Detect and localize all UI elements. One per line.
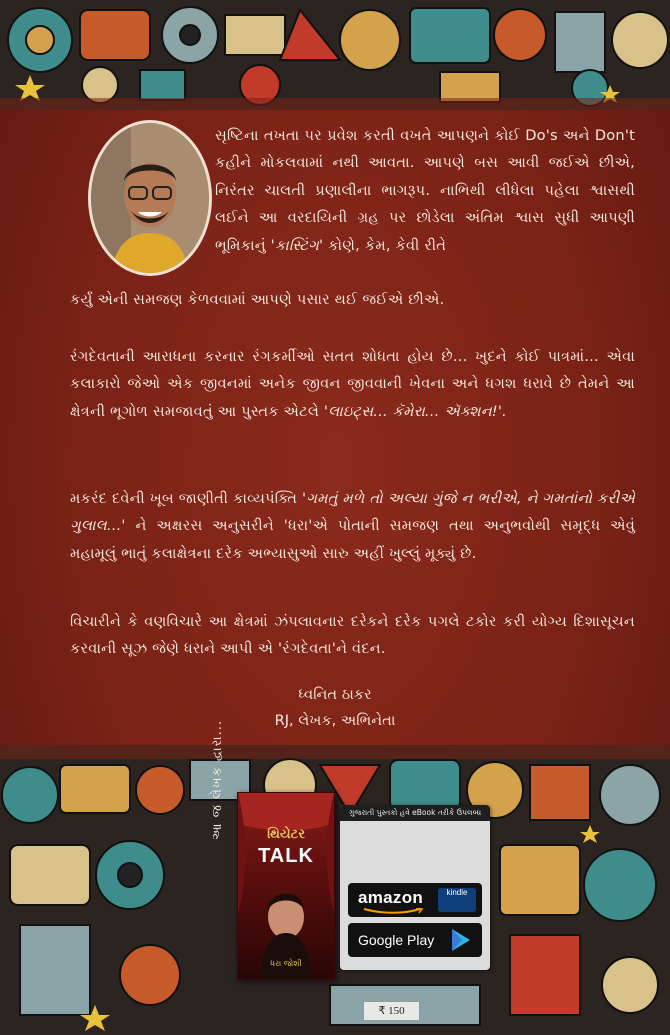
ebook-note: ગુજરાતી પુસ્તકો હવે eBook તરીકે ઉપલબ્ધ: [340, 805, 490, 821]
signature-block: [0, 682, 670, 734]
amazon-kindle-button[interactable]: [348, 883, 482, 917]
book-title-mention: 'લાઇટ્સ... કૅમેરા... ઍક્શન!'.: [323, 402, 507, 420]
poem-quote: 'ગમતું મળે તો અલ્યા ગુંજે ન ભરીએ, ને ગમતાંનો કરીએ ગુલાલ...': [70, 490, 635, 535]
description-text: રંગદેવતાની આરાધના કરનાર રંગકર્મીઓ સતત શોધતા હોય છે... ખુદને કોઈ પાત્રમાં... એવા કલાકારો જેઓ એક જીવનમાં અનેક જીવન જીવવાની ખેવના અને ધગશ ધરાવે છે તેમને આ ક્ષેત્રની ભૂગોળ સમજાવતું આ પુસ્તક એટલે: [70, 348, 635, 420]
kindle-label: kindle: [446, 888, 468, 897]
poem-quote-paragraph: [70, 485, 635, 567]
intro-paragraph-end: કોણે, કેમ, કેવી રીતે: [328, 236, 447, 254]
author-photo: [88, 120, 212, 276]
signature-name: ધ્વનિત ઠાકર: [298, 686, 372, 703]
top-doodle-border: [0, 0, 670, 110]
book-author-name: ધરા જોશી: [270, 959, 302, 968]
kindle-badge: [438, 888, 476, 912]
book-title-english: TALK: [258, 845, 314, 867]
intro-paragraph-text: સૃષ્ટિના તખતા પર પ્રવેશ કરતી વખતે આપણને કોઈ Do's અને Don't કહીને મોકલવામાં નથી આવતા. આપણે બસ આવી જઈએ છીએ, નિરંતર ચાલતી પ્રણાલીના ભાગરૂપ. નાભિથી લીધેલા પહેલા શ્વાસથી લઈને આ વરદાયિની ગ્રહ પર છોડેલા અંતિમ શ્વાસ સુધી આપણી ભૂમિકાનું: [215, 127, 635, 254]
google-play-button[interactable]: [348, 923, 482, 957]
intro-paragraph-continuation: કર્યું એની સમજણ કેળવવામાં આપણે પસાર થઈ જઈએ છીએ.: [70, 291, 445, 308]
description-paragraph: [70, 343, 635, 425]
poem-quote-lead: મકરંદ દવેની ખૂબ જાણીતી કાવ્યપંક્તિ: [70, 490, 298, 507]
book-cover-thumbnail[interactable]: [237, 792, 335, 980]
bottom-doodle-border: [0, 745, 670, 1035]
google-play-icon: [450, 928, 472, 952]
book-title-gujarati: થિયેટર: [267, 827, 305, 842]
amazon-logo-text: amazon: [358, 888, 424, 907]
closing-paragraph: વિચારીને કે વણવિચારે આ ક્ષેત્રમાં ઝંપલાવનાર દરેકને દરેક પગલે ટકોર કરી યોગ્ય દિશાસૂચન કરવાની સૂઝ જેણે ધરાને આપી એ 'રંગદેવતા'ને વંદન.: [70, 613, 635, 658]
ebook-availability-panel: [340, 805, 490, 970]
amazon-smile-icon: [362, 908, 424, 914]
intro-paragraph: [215, 122, 635, 259]
price-tag: ₹ 150: [363, 1001, 420, 1021]
poem-quote-end: ને અક્ષરસ અનુસરીને 'ધરા'એ પોતાની સમજણ તથા અનુભવોથી સમૃદ્ધ એવું મહામૂલું ભાતું કલાક્ષેત્રના દરેક અભ્યાસુઓ સારુ અહીં ખુલ્લું મૂક્યું છે.: [70, 517, 635, 562]
google-play-label: Google Play: [358, 932, 435, 948]
by-same-author-tagline: આ જ લેખક દ્વારા...: [210, 720, 225, 840]
signature-role: RJ, લેખક, અભિનેતા: [274, 712, 396, 729]
intro-paragraph-emphasis: 'કાસ્ટિંગ': [270, 236, 324, 254]
